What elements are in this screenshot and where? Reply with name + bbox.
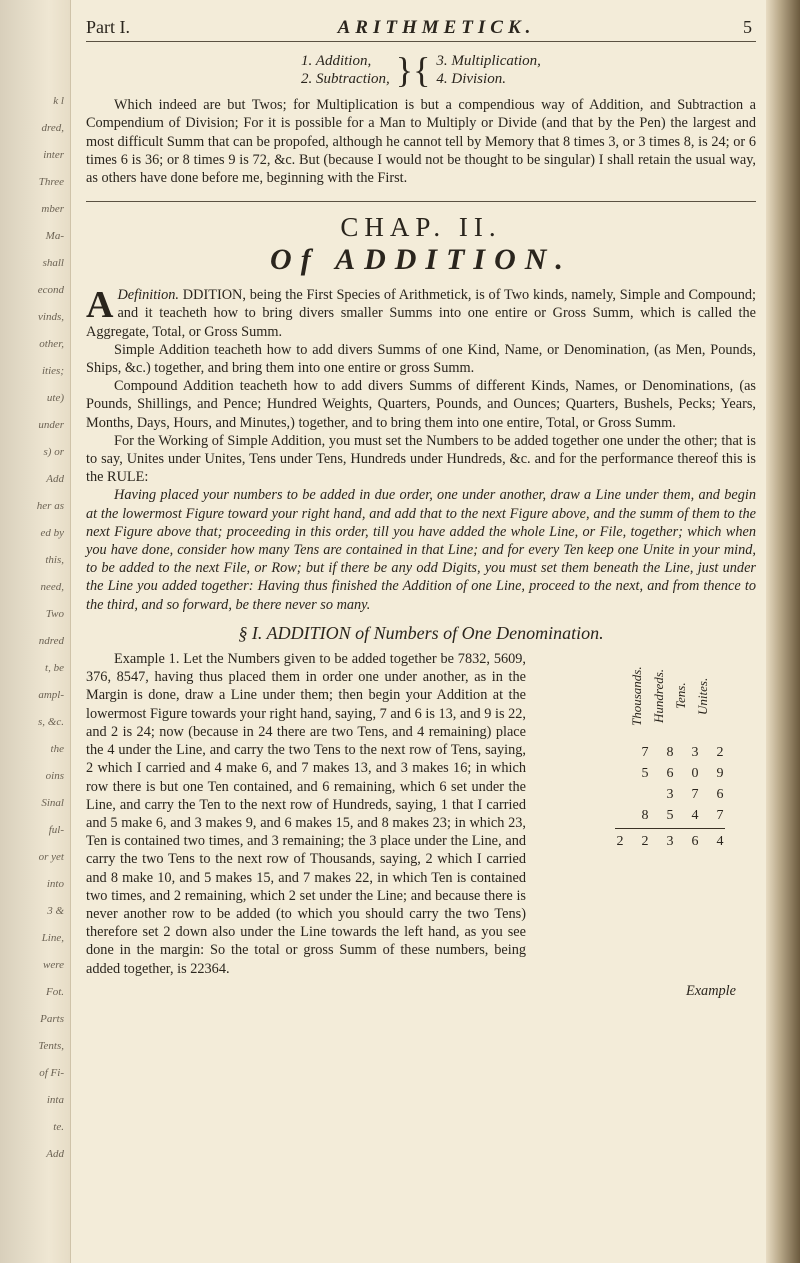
margin-fragment: vinds,: [38, 311, 64, 323]
op-division: 4. Division.: [436, 71, 506, 88]
margin-fragment: econd: [37, 284, 64, 296]
intro-paragraph: Which indeed are but Twos; for Multiplication is but a compendious way of Addition, and Subtraction a Compendium of Division; For it is possible for a Man to Multiply or Divide (and that by the Pen) the largest and most difficult Summ that can be propofed, although he cannot tell by Memory that 8 times 3, or 3 times 8, is 24; or 6 times 6 is 36; or 8 times 9 is 72, &c. But (because I would not be thought to be singular) I shall retain the usual way, as others have done before me, beginning with the First.: [86, 97, 756, 187]
sum-row: 3 7 6: [666, 787, 724, 803]
margin-fragment: the: [50, 743, 64, 755]
margin-fragment: t, be: [45, 662, 64, 674]
drop-cap: A: [86, 284, 114, 327]
margin-fragment: Tents,: [38, 1040, 64, 1052]
sum-row: 7 8 3 2: [641, 745, 724, 761]
example-block: [86, 650, 756, 978]
addition-sum: [590, 650, 750, 852]
margin-fragment: her as: [36, 500, 64, 512]
margin-fragment: Two: [45, 608, 64, 620]
margin-fragment: ute): [46, 392, 64, 404]
margin-fragment: Ma-: [45, 230, 64, 242]
margin-fragment: other,: [39, 338, 64, 350]
margin-fragment: Fot.: [45, 986, 64, 998]
margin-fragment: te.: [53, 1121, 64, 1133]
margin-fragment: shall: [42, 257, 64, 269]
margin-fragment: Line,: [41, 932, 64, 944]
margin-fragment: Sinal: [41, 797, 64, 809]
page: [86, 18, 756, 1000]
margin-fragment: inta: [46, 1094, 64, 1106]
example-text: Example 1. Let the Numbers given to be added together be 7832, 5609, 376, 8547, having thus placed them in order one under another, as in the Margin is done, draw a Line under them; then begin your Addition at the lowermost Figure towards your right hand, saying, 7 and 6 is 13, and 9 is 22, and 2 is 24; now (because in 24 there are two Tens, and 4 remaining) place the 4 under the Line, and carry the two Tens to the next row of Tens, saying, 2 which I carried and 4 make 6, and 7 makes 13, and 3 makes 16; in which row there is but one Ten contained, and 6 remaining, which 6 set under the Line, and carry the Ten to the next row of Hundreds, saying, 1 that I carried and 5 make 6, and 3 makes 9, and 6 makes 15, and 8 makes 23; in which 23, Ten is contained two times, and 3 remaining; the 3 place under the Line, and carry the two Tens to the next row of Thousands, saying, 2 which I carried and 8 make 10, and 5 makes 15, and 7 makes 22, in which Ten is contained two times, and 2 remaining, which 2 set under the Line; and because there is never another row to be added (to which you should carry the two Tens) therefore set 2 down also under the Line towards the left hand, as you see done in the margin: So the total or gross Summ of these numbers, being added together, is 22364.: [86, 651, 526, 977]
section-heading: § I. ADDITION of Numbers of One Denomination.: [238, 622, 604, 643]
header-title: ARITHMETICK.: [337, 17, 536, 38]
book-fold-shadow: [766, 0, 800, 1263]
margin-fragment: were: [43, 959, 64, 971]
margin-fragment: of Fi-: [39, 1067, 64, 1079]
paragraph-rule: Having placed your numbers to be added in due order, one under another, draw a Line under them, and begin at the lowermost Figure toward your right hand, and add that to the next Figure above, and the summ of them to the next Figure above that; proceeding in this order, till you have added the whole Line, or File, together; which when you have done, consider how many Tens are contained in that Line; and for every Ten keep one Unite in your mind, to be added to the next File, or Row; but if there be any odd Digits, you must set them beneath the Line, just under the Line you added together: Having thus finished the Addition of one Line, proceed to the next, and from thence to the third, and so forward, be there never so many.: [86, 487, 756, 613]
margin-fragment: Three: [38, 176, 64, 188]
margin-fragment: mber: [41, 203, 64, 215]
running-header: [86, 18, 756, 42]
margin-fragment: ampl-: [38, 689, 64, 701]
chapter-title: Of ADDITION.: [270, 243, 572, 277]
definition-text: DDITION, being the First Species of Arithmetick, is of Two kinds, namely, Simple and Compound; and it teacheth how to bring divers smaller Summs into one entire or Gross Summ, which is called the Aggregate, Total, or Gross Summ.: [86, 287, 756, 340]
operations-list: [86, 50, 756, 91]
sum-total: 2 2 3 6 4: [616, 834, 724, 850]
chapter-label: CHAP. II.: [340, 212, 502, 243]
definition-paragraph: [86, 286, 756, 341]
paragraph-simple: Simple Addition teacheth how to add divers Summs of one Kind, Name, or Denomination, (as Men, Pounds, Ships, &c.) together, and bring them into one entire or gross Summ.: [86, 341, 756, 377]
margin-fragment: ities;: [42, 365, 64, 377]
margin-fragment: s) or: [43, 446, 64, 458]
brace-icon: }{: [395, 50, 431, 91]
margin-fragment: ful-: [48, 824, 64, 836]
page-number: 5: [742, 17, 752, 37]
margin-fragment: dred,: [41, 122, 64, 134]
heading-tens: Tens.: [673, 682, 688, 710]
margin-fragment: Add: [46, 1148, 64, 1160]
margin-fragment: into: [46, 878, 64, 890]
margin-fragment: ndred: [38, 635, 64, 647]
sum-line: [615, 828, 725, 829]
margin-fragment: oins: [45, 770, 64, 782]
sum-row: 8 5 4 7: [641, 808, 724, 824]
divider: [86, 201, 756, 202]
paragraph-working: For the Working of Simple Addition, you must set the Numbers to be added together one under the other; that is to say, Unites under Unites, Tens under Tens, Hundreds under Hundreds, &c. and for the performance thereof this is the RULE:: [86, 432, 756, 486]
margin-fragment: under: [38, 419, 64, 431]
definition-lead: Definition.: [117, 287, 180, 304]
op-subtraction: 2. Subtraction,: [301, 71, 390, 88]
margin-fragment: 3 &: [47, 905, 64, 917]
catchword: Example: [685, 982, 736, 999]
paragraph-compound: Compound Addition teacheth how to add divers Summs of different Kinds, Names, or Denominations, (as Pounds, Shillings, and Pence; Hundred Weights, Quarters, Pounds, and Ounces; Quarters, Bushels, Pecks; Years, Months, Days, Hours, and Minutes,) together, and to bring them into one entire, Total, or Gross Summ.: [86, 378, 756, 431]
margin-fragment: ed by: [40, 527, 64, 539]
margin-fragment: k l: [53, 95, 64, 107]
sum-row: 5 6 0 9: [641, 766, 724, 782]
margin-fragment: or yet: [38, 851, 64, 863]
margin-fragment: need,: [40, 581, 64, 593]
op-multiplication: 3. Multiplication,: [436, 53, 541, 70]
column-headings: [590, 650, 750, 742]
margin-fragment: this,: [45, 554, 64, 566]
margin-fragment: Parts: [40, 1013, 64, 1025]
margin-fragment: inter: [43, 149, 64, 161]
op-addition: 1. Addition,: [301, 53, 372, 70]
heading-thousands: Thousands.: [628, 666, 644, 726]
heading-unites: Unites.: [695, 677, 711, 715]
heading-hundreds: Hundreds.: [650, 669, 666, 724]
margin-fragment: s, &c.: [38, 716, 64, 728]
left-page-margin: [0, 0, 71, 1263]
header-part: Part I.: [86, 17, 130, 37]
margin-fragment: Add: [46, 473, 64, 485]
